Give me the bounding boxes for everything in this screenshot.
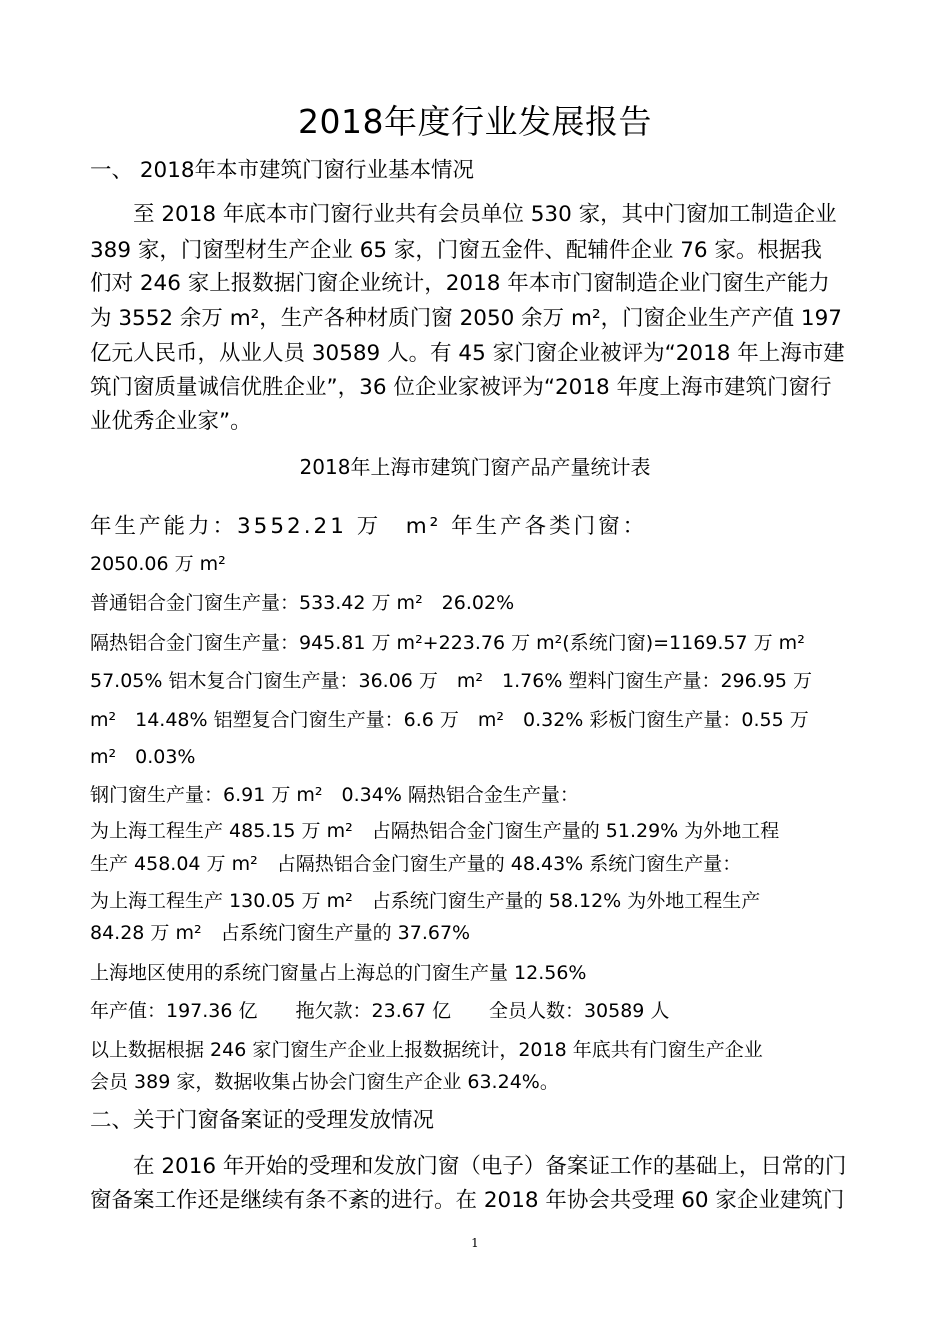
section-1-paragraph-line: 为 3552 余万 m²，生产各种材质门窗 2050 余万 m²，门窗企业生产产值 197 xyxy=(90,306,842,331)
stats-line: 以上数据根据 246 家门窗生产企业上报数据统计，2018 年底共有门窗生产企业 xyxy=(90,1039,763,1061)
stats-line: 年产值：197.36 亿 拖欠款：23.67 亿 全员人数：30589 人 xyxy=(90,1000,670,1022)
stats-line: 隔热铝合金门窗生产量：945.81 万 m²+223.76 万 m²(系统门窗)=1169.57 万 m² xyxy=(90,632,805,654)
page-number: 1 xyxy=(471,1236,479,1250)
stats-line: 57.05% 铝木复合门窗生产量：36.06 万 m² 1.76% 塑料门窗生产量：296.95 万 xyxy=(90,670,812,692)
stats-line: m² 14.48% 铝塑复合门窗生产量：6.6 万 m² 0.32% 彩板门窗生产量：0.55 万 xyxy=(90,709,809,731)
section-1-paragraph-line: 筑门窗质量诚信优胜企业”，36 位企业家被评为“2018 年度上海市建筑门窗行 xyxy=(90,375,832,400)
section-2-paragraph-line: 在 2016 年开始的受理和发放门窗（电子）备案证工作的基础上，日常的门 xyxy=(90,1154,847,1179)
stats-line: 会员 389 家，数据收集占协会门窗生产企业 63.24%。 xyxy=(90,1071,559,1093)
section-2-paragraph-line: 窗备案工作还是继续有条不紊的进行。在 2018 年协会共受理 60 家企业建筑门 xyxy=(90,1188,845,1213)
section-1-paragraph-line: 至 2018 年底本市门窗行业共有会员单位 530 家，其中门窗加工制造企业 xyxy=(90,202,837,227)
stats-line: 普通铝合金门窗生产量：533.42 万 m² 26.02% xyxy=(90,592,515,614)
stats-table-title: 2018年上海市建筑门窗产品产量统计表 xyxy=(299,455,651,479)
stats-line: 钢门窗生产量：6.91 万 m² 0.34% 隔热铝合金生产量： xyxy=(90,784,579,806)
section-1-paragraph-line: 们对 246 家上报数据门窗企业统计，2018 年本市门窗制造企业门窗生产能力 xyxy=(90,271,830,296)
section-1-paragraph-line: 亿元人民币，从业人员 30589 人。有 45 家门窗企业被评为“2018 年上海市建 xyxy=(90,341,845,366)
section-1-paragraph-line: 业优秀企业家”。 xyxy=(90,409,252,434)
stats-line: 为上海工程生产 130.05 万 m² 占系统门窗生产量的 58.12% 为外地工程生产 xyxy=(90,890,761,912)
stats-line: m² 0.03% xyxy=(90,746,196,768)
stats-line: 84.28 万 m² 占系统门窗生产量的 37.67% xyxy=(90,922,471,944)
stats-line: 上海地区使用的系统门窗量占上海总的门窗生产量 12.56% xyxy=(90,962,587,984)
section-2-heading: 二、关于门窗备案证的受理发放情况 xyxy=(90,1108,435,1133)
stats-line: 为上海工程生产 485.15 万 m² 占隔热铝合金门窗生产量的 51.29% 为外地工程 xyxy=(90,820,780,842)
stats-line: 年生产能力：3552.21 万 m² 年生产各类门窗： xyxy=(90,514,648,539)
stats-line: 2050.06 万 m² xyxy=(90,553,226,575)
section-1-paragraph-line: 389 家，门窗型材生产企业 65 家，门窗五金件、配辅件企业 76 家。根据我 xyxy=(90,238,822,263)
stats-line: 生产 458.04 万 m² 占隔热铝合金门窗生产量的 48.43% 系统门窗生产量： xyxy=(90,853,742,875)
report-title: 2018年度行业发展报告 xyxy=(298,102,652,141)
section-1-heading: 一、 2018年本市建筑门窗行业基本情况 xyxy=(90,158,475,183)
